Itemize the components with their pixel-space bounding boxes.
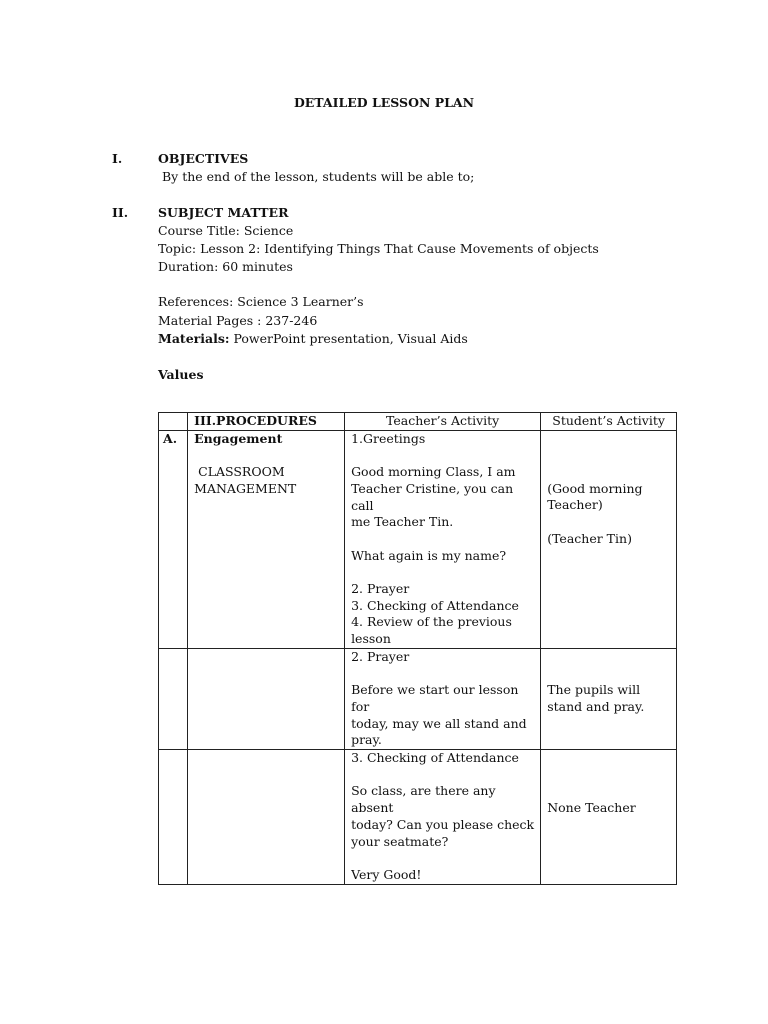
student-activity-cell xyxy=(541,750,677,885)
student-line xyxy=(547,464,670,481)
header-student-activity: Student’s Activity xyxy=(541,413,677,431)
student-line xyxy=(547,665,670,682)
header-teacher-activity: Teacher’s Activity xyxy=(345,413,541,431)
subject-matter-heading: SUBJECT MATTER xyxy=(158,205,289,220)
student-line: stand and pray. xyxy=(547,698,645,714)
teacher-line: Before we start our lesson for xyxy=(351,682,519,714)
objectives-text: By the end of the lesson, students will be able to; xyxy=(158,169,475,184)
subject-matter-numeral: II. xyxy=(112,205,129,220)
table-row xyxy=(159,648,677,749)
table-row xyxy=(159,430,677,648)
teacher-line xyxy=(351,531,534,548)
teacher-line xyxy=(351,666,534,683)
objectives-heading: OBJECTIVES xyxy=(158,151,249,166)
teacher-line: today, may we all stand and xyxy=(351,715,527,731)
topic: Topic: Lesson 2: Identifying Things That Cause Movements of objects xyxy=(158,241,599,256)
teacher-line xyxy=(351,850,534,867)
teacher-line: Very Good! xyxy=(351,866,422,882)
student-line xyxy=(547,767,670,784)
teacher-line: today? Can you please check xyxy=(351,816,535,832)
materials-label: Materials: xyxy=(158,331,230,346)
teacher-line: lesson xyxy=(351,631,391,647)
student-line xyxy=(547,783,670,800)
row-marker: A. xyxy=(159,430,188,648)
student-line: Teacher) xyxy=(547,497,603,513)
materials-value: PowerPoint presentation, Visual Aids xyxy=(229,331,468,346)
student-line xyxy=(547,447,670,464)
header-marker-cell xyxy=(159,413,188,431)
teacher-line: 2. Prayer xyxy=(351,580,410,596)
student-activity-cell xyxy=(541,648,677,749)
teacher-line: 4. Review of the previous xyxy=(351,614,512,630)
student-line xyxy=(547,649,670,666)
objectives-numeral: I. xyxy=(112,151,123,166)
teacher-line: 2. Prayer xyxy=(351,648,410,664)
duration: Duration: 60 minutes xyxy=(158,259,293,274)
materials-line xyxy=(158,330,468,347)
values-heading: Values xyxy=(158,367,204,382)
teacher-line: Good morning Class, I am xyxy=(351,464,516,480)
teacher-activity-cell xyxy=(345,750,541,885)
teacher-line: 3. Checking of Attendance xyxy=(351,597,519,613)
table-row xyxy=(159,750,677,885)
teacher-line xyxy=(351,767,534,784)
references: References: Science 3 Learner’s xyxy=(158,294,364,309)
table-header-row xyxy=(159,413,677,431)
procedures-table xyxy=(158,412,677,885)
document-title: DETAILED LESSON PLAN xyxy=(293,95,475,110)
teacher-line: 3. Checking of Attendance xyxy=(351,750,519,765)
teacher-line: me Teacher Tin. xyxy=(351,514,454,530)
teacher-activity-cell xyxy=(345,430,541,648)
teacher-line xyxy=(351,447,534,464)
header-procedures: III.PROCEDURES xyxy=(188,413,345,431)
teacher-line: So class, are there any absent xyxy=(351,783,496,816)
teacher-line: Teacher Cristine, you can call xyxy=(351,480,514,513)
teacher-line: What again is my name? xyxy=(351,547,507,563)
student-line: (Good morning xyxy=(547,480,643,496)
sub-phase-line-2: MANAGEMENT xyxy=(194,480,297,496)
student-line: (Teacher Tin) xyxy=(547,530,632,546)
student-activity-cell xyxy=(541,430,677,648)
teacher-activity-cell xyxy=(345,648,541,749)
course-title: Course Title: Science xyxy=(158,223,294,238)
material-pages: Material Pages : 237-246 xyxy=(158,313,318,328)
teacher-line: 1.Greetings xyxy=(351,430,426,446)
teacher-line: your seatmate? xyxy=(351,833,449,849)
student-line: None Teacher xyxy=(547,800,636,816)
student-line xyxy=(547,514,670,531)
teacher-line xyxy=(351,564,534,581)
sub-phase-line-1: CLASSROOM xyxy=(194,464,285,480)
phase-cell xyxy=(188,430,345,648)
phase-label: Engagement xyxy=(194,430,283,446)
student-line xyxy=(547,750,670,767)
student-line: The pupils will xyxy=(547,682,641,698)
student-line xyxy=(547,431,670,448)
teacher-line: pray. xyxy=(351,732,382,748)
